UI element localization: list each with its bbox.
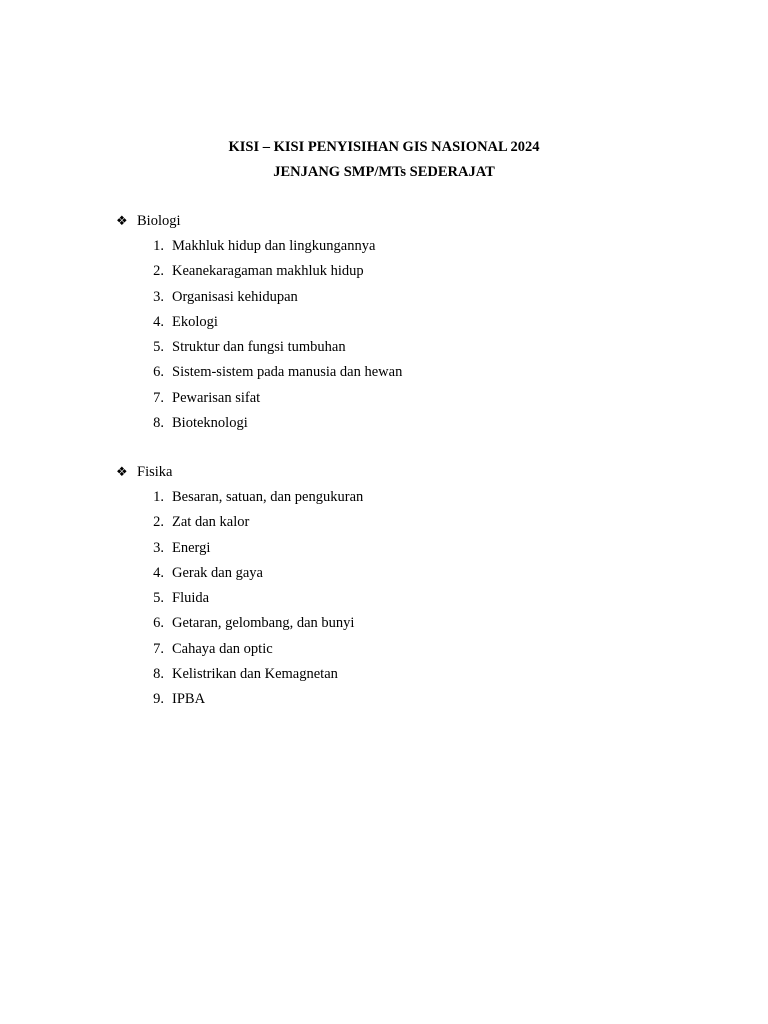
item-text: Bioteknologi bbox=[172, 415, 248, 432]
item-text: Besaran, satuan, dan pengukuran bbox=[172, 489, 364, 505]
list-item bbox=[116, 640, 716, 665]
item-text: Pewarisan sifat bbox=[172, 389, 261, 406]
list-item bbox=[116, 288, 716, 313]
item-text: Zat dan kalor bbox=[172, 514, 250, 531]
topic-list bbox=[116, 488, 716, 716]
item-text: Keanekaragaman makhluk hidup bbox=[172, 263, 364, 280]
list-item bbox=[116, 414, 716, 439]
item-number: 7. bbox=[153, 389, 164, 406]
item-text: Getaran, gelombang, dan bunyi bbox=[172, 615, 355, 632]
item-text: IPBA bbox=[172, 691, 206, 708]
list-item bbox=[116, 237, 716, 262]
item-number: 5. bbox=[153, 339, 164, 356]
item-number: 8. bbox=[153, 415, 164, 432]
item-number: 3. bbox=[153, 539, 164, 556]
list-item bbox=[116, 488, 716, 513]
section-heading-label: Fisika bbox=[137, 464, 173, 480]
list-item bbox=[116, 589, 716, 614]
section-biologi bbox=[116, 212, 716, 439]
item-text: Gerak dan gaya bbox=[172, 564, 263, 581]
list-item bbox=[116, 690, 716, 715]
section-fisika bbox=[116, 463, 716, 716]
list-item bbox=[116, 614, 716, 639]
item-text: Organisasi kehidupan bbox=[172, 288, 298, 305]
item-text: Energi bbox=[172, 539, 211, 556]
item-number: 5. bbox=[153, 590, 164, 607]
item-number: 7. bbox=[153, 640, 164, 657]
item-text: Makhluk hidup dan lingkungannya bbox=[172, 238, 376, 254]
item-text: Fluida bbox=[172, 590, 210, 607]
document-title: KISI – KISI PENYISIHAN GIS NASIONAL 2024 bbox=[228, 139, 540, 155]
item-number: 3. bbox=[153, 288, 164, 305]
item-text: Struktur dan fungsi tumbuhan bbox=[172, 339, 346, 356]
diamond-bullet-icon: ❖ bbox=[116, 465, 128, 480]
item-text: Cahaya dan optic bbox=[172, 640, 273, 657]
item-number: 1. bbox=[153, 238, 164, 254]
list-item bbox=[116, 313, 716, 338]
item-number: 2. bbox=[153, 514, 164, 531]
item-text: Kelistrikan dan Kemagnetan bbox=[172, 666, 338, 683]
topic-list bbox=[116, 237, 716, 439]
list-item bbox=[116, 389, 716, 414]
list-item bbox=[116, 539, 716, 564]
item-number: 6. bbox=[153, 364, 164, 381]
item-number: 4. bbox=[153, 313, 164, 330]
section-heading bbox=[116, 212, 716, 231]
item-number: 1. bbox=[153, 489, 164, 505]
list-item bbox=[116, 262, 716, 287]
item-number: 8. bbox=[153, 666, 164, 683]
item-text: Ekologi bbox=[172, 313, 218, 330]
section-heading bbox=[116, 463, 716, 482]
list-item bbox=[116, 338, 716, 363]
diamond-bullet-icon: ❖ bbox=[116, 214, 128, 229]
item-number: 2. bbox=[153, 263, 164, 280]
section-heading-label: Biologi bbox=[137, 213, 181, 229]
item-text: Sistem-sistem pada manusia dan hewan bbox=[172, 364, 403, 381]
list-item bbox=[116, 665, 716, 690]
item-number: 6. bbox=[153, 615, 164, 632]
list-item bbox=[116, 564, 716, 589]
item-number: 4. bbox=[153, 564, 164, 581]
list-item bbox=[116, 363, 716, 388]
document-subtitle: JENJANG SMP/MTs SEDERAJAT bbox=[273, 164, 495, 180]
item-number: 9. bbox=[153, 691, 164, 708]
list-item bbox=[116, 513, 716, 538]
